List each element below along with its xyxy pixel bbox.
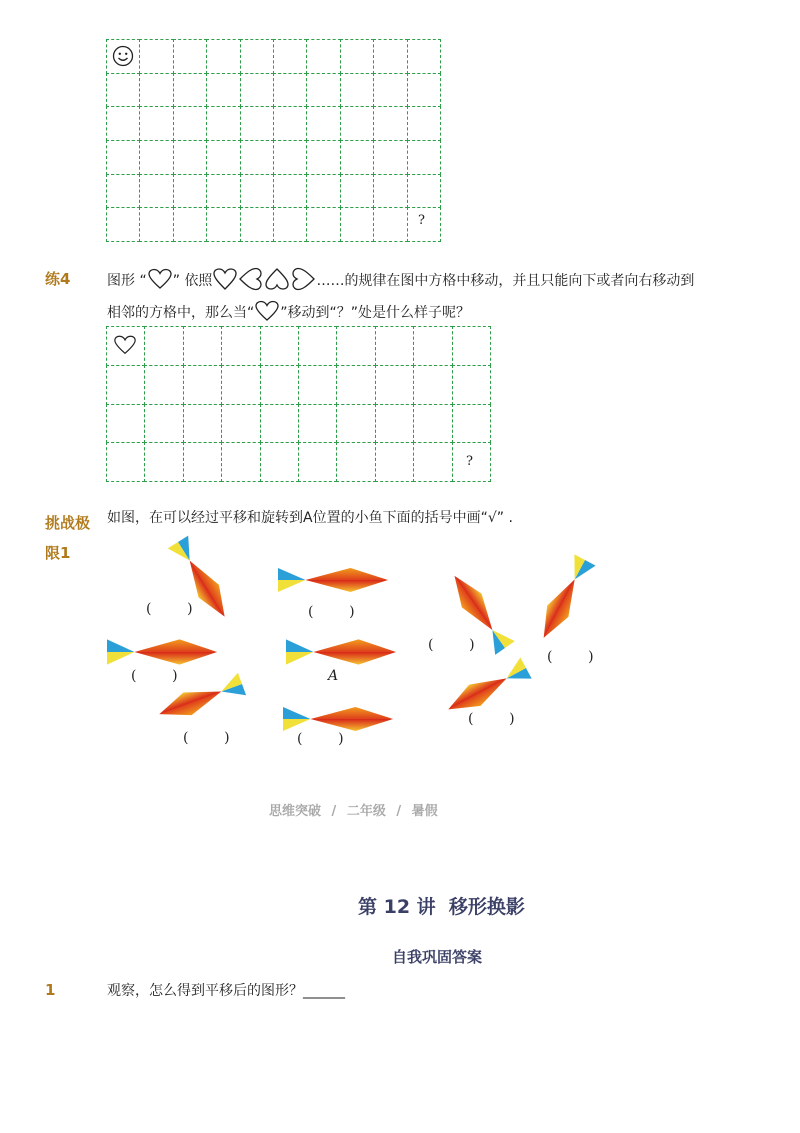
fish-2 — [278, 568, 388, 592]
grid-ex4-question-mark: ? — [466, 454, 473, 469]
footer-part1: 思维突破 — [269, 804, 322, 819]
answer-paren-3[interactable]: ( ) — [428, 637, 475, 653]
page-footer — [269, 800, 438, 819]
lesson-subtitle: 自我巩固答案 — [392, 948, 483, 966]
lesson-title: 第 12 讲 移形换影 — [358, 896, 525, 918]
answer-paren-2[interactable]: ( ) — [308, 604, 355, 620]
ex4-text-c: ……的规律在图中方格中移动，并且只能向下或者向右移动到 — [316, 273, 695, 289]
question-1-text: 观察，怎么得到平移后的图形？______ — [107, 983, 345, 999]
footer-sep2: / — [396, 804, 402, 819]
ex4-close-quote: ” — [280, 305, 288, 321]
answer-paren-4[interactable]: ( ) — [547, 649, 594, 665]
ex4-open-quote: “ — [139, 273, 147, 289]
fish-4 — [533, 554, 596, 643]
answer-paren-9[interactable]: ( ) — [297, 731, 344, 747]
answer-paren-8[interactable]: ( ) — [183, 730, 230, 746]
footer-sep1: / — [331, 804, 337, 819]
challenge-text: 如图，在可以经过平移和旋转到A位置的小鱼下面的括号中画“√” . — [107, 510, 513, 526]
challenge-label-line1: 挑战极 — [45, 514, 91, 532]
ex4-text-e: 移动到“？”处是什么样子呢？ — [287, 305, 471, 321]
grid-top-question-mark: ? — [418, 213, 425, 228]
fish-5 — [107, 639, 217, 664]
fish-a — [286, 639, 396, 664]
question-1-number: 1 — [45, 981, 56, 999]
ex4-text-b: 依照 — [184, 273, 213, 289]
answer-paren-5[interactable]: ( ) — [131, 668, 178, 684]
challenge-label-line2: 限1 — [45, 544, 71, 562]
fish-a-label: A — [328, 668, 339, 684]
ex4-close-quote: ” — [172, 273, 180, 289]
exercise-4-label: 练4 — [45, 270, 71, 288]
ex4-text-d: 相邻的方格中，那么当 — [107, 305, 247, 321]
footer-part3: 暑假 — [411, 804, 438, 819]
ex4-text-a: 图形 — [107, 273, 135, 289]
fish-9 — [283, 707, 393, 731]
answer-paren-1[interactable]: ( ) — [146, 601, 193, 617]
footer-part2: 二年级 — [346, 804, 386, 819]
ex4-open-quote: “ — [247, 305, 255, 321]
answer-paren-7[interactable]: ( ) — [468, 711, 515, 727]
